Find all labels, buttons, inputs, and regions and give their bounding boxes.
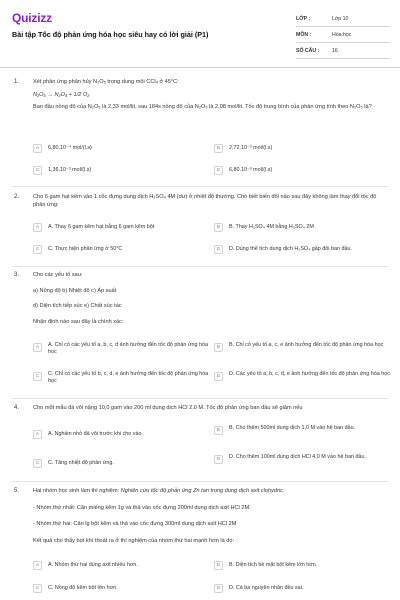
reaction-equation: N₂O₅ → N₂O₄ + 1/2 O₂ bbox=[33, 91, 90, 98]
page-title: Bài tập Tốc độ phản ứng hóa học siêu hay có lời giải (P1) bbox=[12, 30, 209, 39]
option-text: B. Chỉ có yếu tố a, c, e ảnh hưởng đến tốc độ phản ứng hóa học bbox=[229, 342, 384, 348]
question-line: Kết quả cho thấy bọt khí thoát ra ở thí nghiệm của nhóm thứ hai mạnh hơn là do: bbox=[33, 537, 235, 544]
option-letter: B bbox=[214, 426, 223, 435]
option-text: D. Các yếu tố a, b, c, d, e ảnh hưởng đến tốc độ phản ứng hóa học bbox=[229, 371, 390, 377]
meta-value: Lớp 10 bbox=[332, 15, 349, 22]
option-letter: D bbox=[214, 372, 223, 381]
question-number: 4. bbox=[14, 405, 20, 411]
option-c[interactable] bbox=[33, 581, 118, 595]
option-letter: C bbox=[33, 584, 42, 593]
meta-value: Hóa học bbox=[332, 31, 352, 38]
option-letter: B bbox=[214, 561, 223, 570]
option-c[interactable] bbox=[33, 242, 122, 256]
option-text: A. Nghiền nhỏ đá vôi trước khi cho vào. bbox=[48, 430, 143, 437]
option-text: B. Diện tích bề mặt bột kẽm lớn hơn. bbox=[229, 561, 318, 568]
option-c[interactable] bbox=[33, 370, 213, 388]
option-text: C. Thực hiện phản ứng ở 50°C bbox=[48, 245, 123, 252]
option-d[interactable] bbox=[214, 163, 272, 177]
meta-label: SỐ CÂU : bbox=[296, 47, 320, 54]
option-a[interactable] bbox=[33, 141, 92, 155]
question-line: d) Diện tích tiếp xúc e) Chất xúc tác bbox=[33, 303, 122, 310]
question-intro-lead: Hai nhóm học sinh làm thí nghiệm: bbox=[33, 488, 121, 494]
option-letter: A bbox=[33, 430, 42, 439]
option-text: C. Tăng nhiệt độ phản ứng. bbox=[48, 459, 114, 466]
question-text bbox=[33, 79, 388, 117]
option-text: 1,36.10⁻³ mol/(l.s) bbox=[48, 166, 92, 173]
option-a[interactable] bbox=[33, 341, 213, 359]
question-line: Xét phản ứng phân hủy N₂O₅ trong dung môi CCl₄ ở 45°C: bbox=[33, 79, 179, 85]
option-text: A. Thay 6 gam kẽm hạt bằng 6 gam kẽm bột bbox=[48, 223, 155, 230]
divider bbox=[12, 266, 388, 267]
option-b[interactable] bbox=[214, 558, 317, 572]
option-a[interactable] bbox=[33, 220, 154, 234]
question-line: Cho một mẫu đá vôi nặng 10,0 gam vào 200 ml dung dịch HCl 2,0 M. Tốc độ phản ứng ban đầu sẽ giảm nếu bbox=[33, 405, 303, 411]
question-number: 5. bbox=[14, 488, 20, 494]
option-letter: C bbox=[33, 372, 42, 381]
option-b[interactable] bbox=[214, 141, 272, 155]
divider bbox=[12, 398, 388, 399]
option-a[interactable] bbox=[33, 427, 143, 441]
meta-label: MÔN : bbox=[296, 31, 312, 38]
option-text: 6,80.10⁻⁴ mol/(l.s) bbox=[48, 144, 92, 151]
question-number: 3. bbox=[14, 272, 20, 278]
question-line: - Nhóm thứ nhất: Cân miếng kẽm 1g và thả vào cốc đựng 200ml dung dịch axit HCl 2M. bbox=[33, 504, 251, 511]
meta-row-class bbox=[296, 11, 390, 27]
question-line: Nhận định nào sau đây là chính xác: bbox=[33, 318, 124, 325]
question-intro-italic: Nghiên cứu tốc độ phản ứng Zn tan trong dung dịch axit clohydric: bbox=[120, 488, 285, 494]
question-text bbox=[33, 488, 388, 550]
question-number: 1. bbox=[14, 79, 20, 85]
meta-value: 16 bbox=[332, 47, 338, 54]
option-b[interactable] bbox=[214, 424, 390, 442]
divider bbox=[12, 186, 388, 187]
option-letter: A bbox=[33, 144, 42, 153]
option-letter: A bbox=[33, 223, 42, 232]
question-intro bbox=[33, 488, 388, 496]
option-text: D. Cho thêm 100ml dung dịch HCl 4,0 M vào hệ ban đầu. bbox=[229, 454, 366, 460]
option-c[interactable] bbox=[33, 456, 114, 470]
option-b[interactable] bbox=[214, 341, 390, 359]
question-line: Cho các yếu tố sau: bbox=[33, 272, 83, 278]
question-text bbox=[33, 272, 388, 331]
divider bbox=[12, 481, 388, 482]
option-text: 6,80.10⁻³ mol/(l.s) bbox=[229, 166, 273, 173]
question-text bbox=[33, 194, 388, 214]
option-text: C. Chỉ có các yếu tố b, c, d, e ảnh hưởng đến tốc độ phản ứng hóa học bbox=[48, 371, 209, 384]
meta-label: LỚP : bbox=[296, 15, 311, 22]
question-1 bbox=[0, 79, 400, 187]
question-line: a) Nồng độ b) Nhiệt độ c) Áp suất bbox=[33, 287, 117, 294]
option-text: B. Cho thêm 500ml dung dịch 1,0 M vào hệ ban đầu. bbox=[229, 425, 356, 431]
question-line: Ban đầu nồng độ của N₂O₅ là 2,33 mol/lit, sau 184s nồng độ của N₂O₅ là 2,08 mol/lit. Tốc độ trung bình của phản ứng tính theo N₂O₅ là? bbox=[33, 104, 372, 111]
option-d[interactable] bbox=[214, 453, 390, 471]
option-d[interactable] bbox=[214, 581, 303, 595]
option-text: 2,72.10⁻³ mol/(l.s) bbox=[229, 144, 273, 151]
option-letter: C bbox=[33, 166, 42, 175]
option-letter: C bbox=[33, 459, 42, 468]
option-text: A. Chỉ có các yếu tố a, b, c, d ảnh hưởng đến tốc độ phản ứng hóa học bbox=[48, 342, 208, 355]
option-a[interactable] bbox=[33, 558, 138, 572]
option-text: D. Cả ba nguyên nhân đều sai. bbox=[229, 584, 304, 591]
option-letter: B bbox=[214, 343, 223, 352]
question-2 bbox=[0, 194, 400, 266]
question-line: - Nhóm thứ hai: Cân lg bột kẽm và thả vào cốc đựng 300ml dung dịch axit HCl 2M bbox=[33, 521, 237, 528]
page-header bbox=[0, 0, 400, 68]
option-d[interactable] bbox=[214, 370, 390, 388]
quizizz-logo: Quizizz bbox=[12, 11, 52, 25]
option-text: A. Nhóm thứ hai dùng axit nhiều hơn. bbox=[48, 561, 138, 568]
option-letter: A bbox=[33, 561, 42, 570]
question-text bbox=[33, 405, 388, 418]
option-letter: D bbox=[214, 245, 223, 254]
option-text: C. Nồng độ kẽm bột lớn hơn. bbox=[48, 584, 118, 591]
meta-row-subject bbox=[296, 27, 390, 43]
option-letter: D bbox=[214, 584, 223, 593]
question-line: Cho 6 gam hạt kẽm vào 1 cốc đựng dung dịch H₂SO₄ 4M (dư) ở nhiệt độ thường. Cho biết biến đổi nào sau đây không làm thay đổi tốc độ phản ứng: bbox=[33, 194, 377, 208]
option-text: B. Thay H₂SO₄ 4M bằng H₂SO₄ 2M bbox=[229, 223, 314, 230]
option-letter: D bbox=[214, 455, 223, 464]
option-text: D. Dùng thể tích dung dịch H₂SO₄ gấp đôi ban đầu. bbox=[229, 245, 352, 252]
meta-table bbox=[296, 11, 390, 59]
option-b[interactable] bbox=[214, 220, 314, 234]
option-c[interactable] bbox=[33, 163, 91, 177]
option-letter: B bbox=[214, 144, 223, 153]
question-3 bbox=[0, 272, 400, 396]
option-letter: D bbox=[214, 166, 223, 175]
option-d[interactable] bbox=[214, 242, 352, 256]
question-5 bbox=[0, 488, 400, 600]
question-4 bbox=[0, 405, 400, 481]
option-letter: B bbox=[214, 223, 223, 232]
option-letter: A bbox=[33, 343, 42, 352]
question-number: 2. bbox=[14, 194, 20, 200]
meta-row-count bbox=[296, 43, 390, 59]
option-letter: C bbox=[33, 245, 42, 254]
